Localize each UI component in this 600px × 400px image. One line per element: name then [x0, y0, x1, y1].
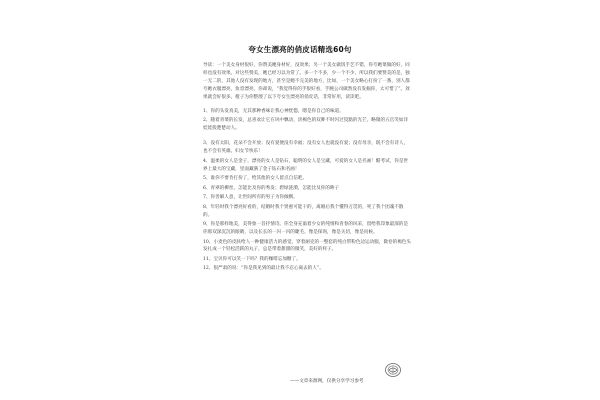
list-item: 9、你是那样地美，美得象一首抒情诗。你全身充溢着少女的纯情和青春的风采，留给我印象最深的是你那双深沉沉的眼睛，以及长长的一闪一闪的睫毛。像是探询，像是关切，像是问候。	[203, 222, 409, 236]
list-item: 2、随着青菜的长发，总喜欢让它在风中飘动，淡褐色的双眸不时闪过狡黠的光芒，略微的五官笑如洋娃娃般楚楚动人。	[203, 118, 409, 131]
list-item: 7、你善解人意，让世间所有的男子为你倾倒。	[203, 195, 298, 201]
list-item: 3、没有太阳，花朵不会开放；没有爱便没有幸福；没有女人也就没有爱；没有母亲，既不会有诗人，也不会有英雄。妇女节快乐！	[203, 141, 409, 155]
intro-paragraph: 导读：一个美女身材很好，你赞美她身材好，没效果；另一个美女做饭手艺不错，你夸她菜做的好，同样也没有效果。对这些赞美，她已经习以为常了。多一个不多，少一个不少，所以我们要赞美的是，独一无二的，其他人没有发现的地方，甚至是她不完美的地方，比如，一个美女略心打扮了一番，别人都夸她衣服漂亮，妆容漂亮，你却说，“我觉得你的手很好看，手腕公司做然没有发掘你，太可惜了”。效果就会好很多。橙子为你整理了以下夸女生漂亮的俏皮话，非常好用，读读吧。	[203, 63, 410, 100]
document-title: 夸女生漂亮的俏皮话精选60句	[248, 45, 352, 54]
list-item: 12、很严肃的说：“你是我见到的最让我不忍心离去的人”。	[203, 266, 324, 272]
list-item: 5、谁你不要肯打扮了，给其他的女人留点自信吧。	[203, 176, 307, 182]
ornamental-book-icon	[384, 361, 402, 379]
list-item: 8、年轻时我个漂亮好看的，结婚时我个贤惠可能干的，离婚后我个懂得万贯的，死了我个团魂不散的。	[203, 204, 404, 218]
footer-source-note: ——文章来源网，仅供分享学习参考	[290, 379, 364, 384]
list-item: 4、温柔的女人是金子，漂亮的女人是钻石，聪明的女人是宝藏，可爱的女人是名画！酷考试，你是世界上最大的宝藏，里面藏满了金子钻石和名画！	[203, 158, 409, 172]
list-item: 11、宝贝你可以笑一下吗？我的咖啡忘加糖了。	[203, 256, 301, 262]
list-item: 1、你的头发真美，无其那种香味让我心神恍惚，嗯是你自己的味道。	[203, 108, 344, 114]
list-item: 6、青翠的柳丝，怎能比及你的秀发；碧绿涟漪，怎能比及你的眸子	[203, 185, 340, 191]
list-item: 10、小麦色的皮肤给人一种健康活力的感觉，穿着耐克的一整套的纯白带粉色边运动服，微卷的褐色头发扎成一个轻松活跃的丸子，总是带着甜甜的微笑，美好的样子。	[203, 239, 411, 253]
document-body	[203, 62, 411, 275]
